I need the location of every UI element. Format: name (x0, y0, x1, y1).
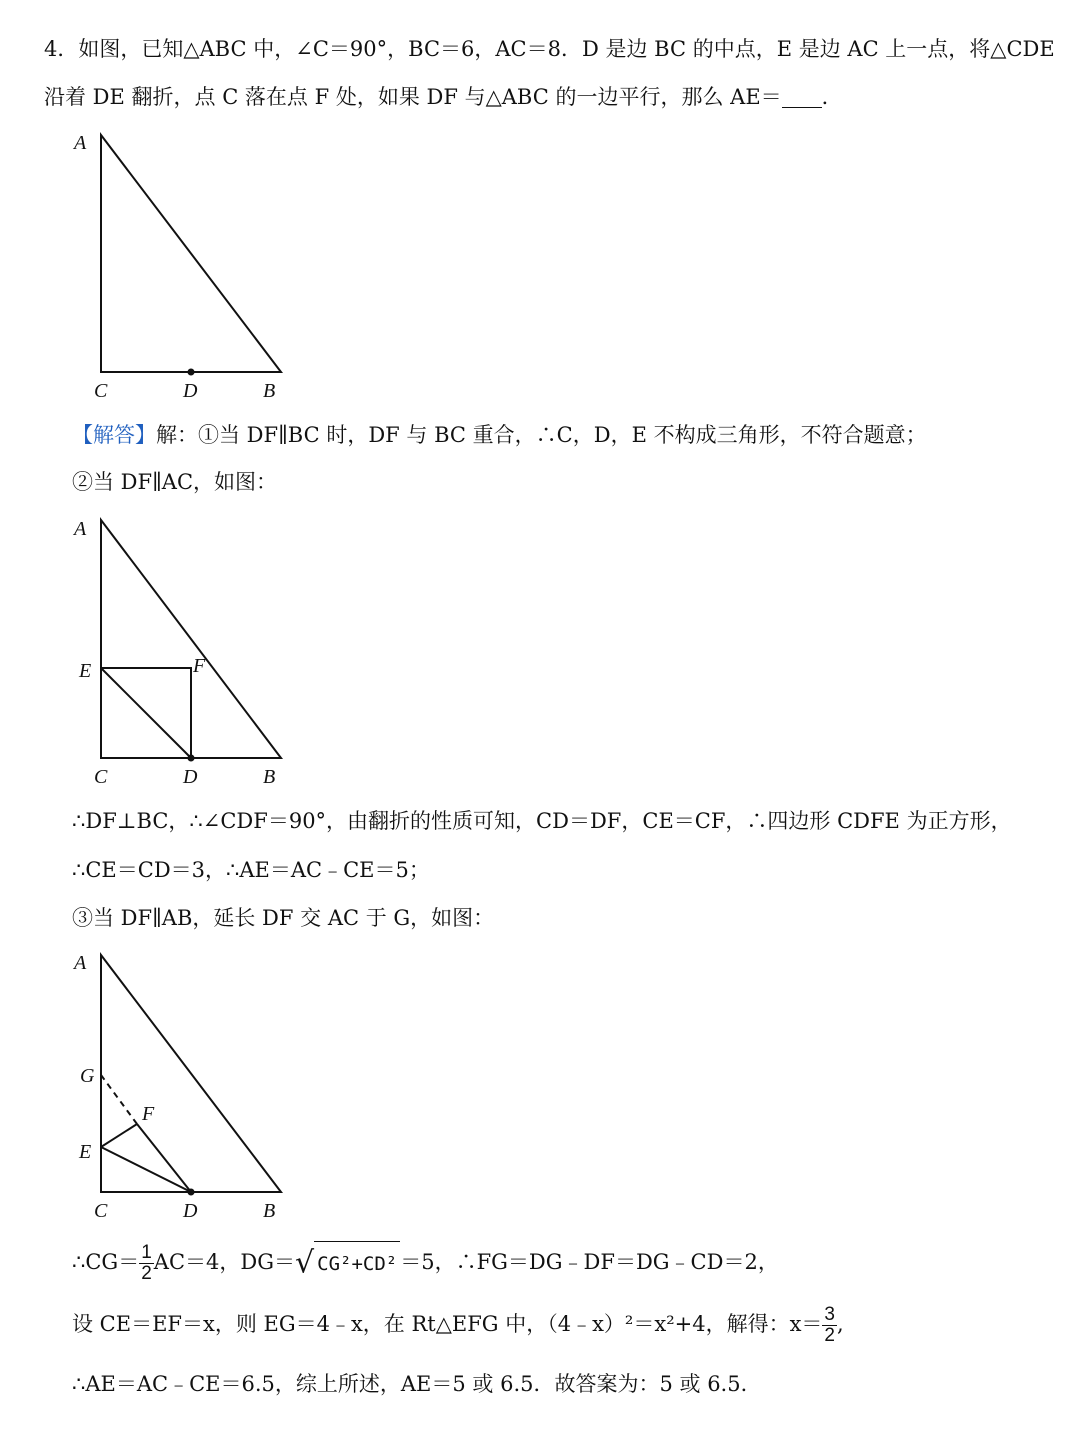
fig2-label-d: D (183, 766, 198, 788)
step7-part-a: 设 CE＝EF＝x，则 EG＝4﹣x，在 Rt△EFG 中，（4﹣x）²＝x²+4，解得：x＝ (72, 1312, 823, 1336)
solution-step-5: ③当 DF∥AB，延长 DF 交 AC 于 G，如图： (72, 906, 495, 930)
fig3-segment-df (137, 1124, 191, 1192)
fraction-three-halves-den: 2 (824, 1325, 835, 1346)
fig1-triangle (101, 135, 281, 372)
step6-part-c: ＝5，∴FG＝DG﹣DF＝DG﹣CD＝2， (400, 1250, 779, 1274)
fig1-point-d (188, 369, 195, 376)
figure-2 (101, 520, 281, 758)
step6-part-a: ∴CG＝ (72, 1250, 140, 1274)
solution-step-8: ∴AE＝AC﹣CE＝6.5，综上所述，AE＝5 或 6.5．故答案为：5 或 6.5． (72, 1372, 762, 1396)
fig1-label-d: D (183, 380, 198, 402)
solution-step-6 (72, 1240, 779, 1286)
fig3-segment-ed (101, 1147, 191, 1192)
fraction-half (139, 1243, 154, 1284)
figure-3 (101, 955, 281, 1192)
fig2-label-a: A (74, 518, 87, 540)
fig3-segment-ef (101, 1124, 137, 1147)
fig3-label-b: B (263, 1200, 276, 1222)
fig3-label-g: G (80, 1065, 95, 1087)
fig1-label-a: A (74, 132, 87, 154)
fig2-label-c: C (94, 766, 108, 788)
fig3-label-c: C (94, 1200, 108, 1222)
solution-step-7 (72, 1302, 844, 1346)
solution-line-1 (72, 420, 927, 450)
question-line-2-end: ． (821, 85, 843, 109)
fraction-three-halves-num: 3 (824, 1304, 835, 1325)
solution-tag: 【解答】 (72, 423, 156, 447)
figure-1 (101, 135, 281, 372)
step7-part-b: , (837, 1312, 844, 1336)
fraction-half-den: 2 (141, 1263, 152, 1284)
radical-sign-icon: √ (295, 1245, 315, 1281)
fig2-point-d (188, 755, 195, 762)
fig3-label-d: D (183, 1200, 198, 1222)
fig2-label-b: B (263, 766, 276, 788)
solution-step-4: ∴CE＝CD＝3，∴AE＝AC﹣CE＝5； (72, 858, 430, 882)
solution-step-2: ②当 DF∥AC，如图： (72, 470, 278, 494)
sqrt-radicand: CG²+CD² (314, 1241, 400, 1286)
fig1-label-b: B (263, 380, 276, 402)
fraction-half-num: 1 (141, 1242, 152, 1263)
fig3-label-f: F (142, 1103, 155, 1125)
fig3-label-e: E (79, 1141, 92, 1163)
solution-step-1: 解：①当 DF∥BC 时，DF 与 BC 重合，∴C，D，E 不构成三角形，不符合题意； (156, 423, 927, 447)
question-line-2-text: 沿着 DE 翻折，点 C 落在点 F 处，如果 DF 与△ABC 的一边平行，那么 AE＝ (44, 85, 782, 109)
fig2-label-f: F (193, 655, 206, 677)
sqrt-expression (295, 1241, 400, 1286)
fig3-point-d (188, 1189, 195, 1196)
fraction-three-halves (822, 1305, 837, 1346)
fig2-label-e: E (79, 660, 92, 682)
step6-part-b: AC＝4，DG＝ (153, 1250, 296, 1274)
fig1-label-c: C (94, 380, 108, 402)
question-line-1: 4．如图，已知△ABC 中，∠C＝90°，BC＝6，AC＝8．D 是边 BC 的中点，E 是边 AC 上一点，将△CDE (44, 37, 1055, 61)
fig3-label-a: A (74, 952, 87, 974)
solution-step-3: ∴DF⊥BC，∴∠CDF＝90°，由翻折的性质可知，CD＝DF，CE＝CF，∴四边形 CDFE 为正方形， (72, 809, 1012, 833)
fig2-segment-ed (101, 668, 191, 758)
fig3-triangle (101, 955, 281, 1192)
fig3-dashed-fg (101, 1075, 137, 1124)
